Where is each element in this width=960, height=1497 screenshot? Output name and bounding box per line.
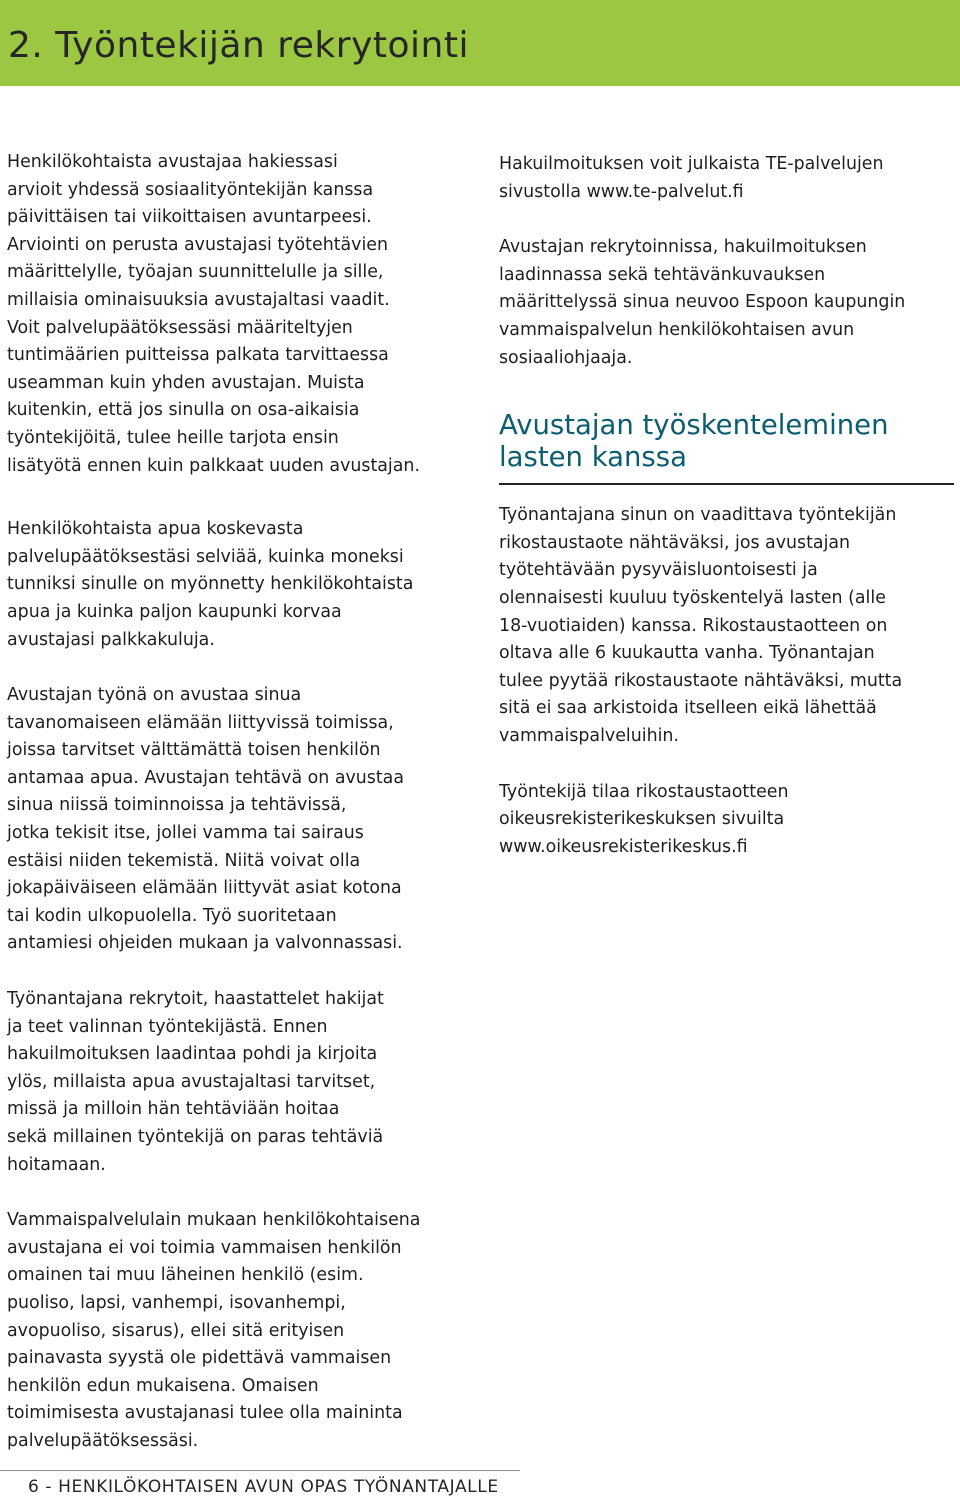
- heading-divider: [499, 483, 954, 485]
- left-paragraph-2: Henkilökohtaista apua koskevasta palvelupäätöksestäsi selviää, kuinka moneksi tunniksi sinulle on myönnetty henkilökohtaista apua ja kuinka paljon kaupunki korvaa avustajasi palkkakuluja.: [7, 519, 414, 650]
- page-title: 2. Työntekijän rekrytointi: [8, 25, 469, 66]
- right-column: [499, 151, 954, 861]
- left-column: [7, 149, 477, 1456]
- right-paragraph-2: Avustajan rekrytoinnissa, hakuilmoituksen laadinnassa sekä tehtävänkuvauksen määrittelyssä sinua neuvoo Espoon kaupungin vammaispalvelun henkilökohtaisen avun sosiaaliohjaaja.: [499, 237, 906, 368]
- left-paragraph-5: Vammaispalvelulain mukaan henkilökohtaisena avustajana ei voi toimia vammaisen henkilön omainen tai muu läheinen henkilö (esim. puoliso, lapsi, vanhempi, isovanhempi, avopuoliso, sisarus), ellei sitä erityisen painavasta syystä ole pidettävä vammaisen henkilön edun mukaisena. Omaisen toimimisesta avustajanasi tulee olla maininta palvelupäätöksessäsi.: [7, 1210, 421, 1451]
- section-heading: Avustajan työskenteleminen lasten kanssa: [499, 409, 889, 474]
- page-footer: 6 - HENKILÖKOHTAISEN AVUN OPAS TYÖNANTAJALLE: [28, 1477, 499, 1497]
- left-paragraph-4: Työnantajana rekrytoit, haastattelet hakijat ja teet valinnan työntekijästä. Ennen hakuilmoituksen laadintaa pohdi ja kirjoita ylös, millaista apua avustajaltasi tarvitset, missä ja milloin hän tehtäviään hoitaa sekä millainen työntekijä on paras tehtäviä hoitamaan.: [7, 989, 384, 1175]
- left-paragraph-3: Avustajan työnä on avustaa sinua tavanomaiseen elämään liittyvissä toimissa, joissa tarvitset välttämättä toisen henkilön antamaa apua. Avustajan tehtävä on avustaa sinua niissä toiminnoissa ja tehtävissä, jotka tekisit itse, jollei vamma tai sairaus estäisi niiden tekemistä. Niitä voivat olla jokapäiväiseen elämään liittyvät asiat kotona tai kodin ulkopuolella. Työ suoritetaan antamiesi ohjeiden mukaan ja valvonnassasi.: [7, 685, 404, 954]
- right-paragraph-1: Hakuilmoituksen voit julkaista TE-palvelujen sivustolla www.te-palvelut.fi: [499, 154, 884, 202]
- footer-divider: [0, 1470, 520, 1471]
- left-paragraph-1: Henkilökohtaista avustajaa hakiessasi arvioit yhdessä sosiaalityöntekijän kanssa päivittäisen tai viikoittaisen avuntarpeesi. Arviointi on perusta avustajasi työtehtävien määrittelylle, työajan suunnittelulle ja sille, millaisia ominaisuuksia avustajaltasi vaadit. Voit palvelupäätöksessäsi määriteltyjen tuntimäärien puitteissa palkata tarvittaessa useamman kuin yhden avustajan. Muista kuitenkin, että jos sinulla on osa-aikaisia työntekijöitä, tulee heille tarjota ensin lisätyötä ennen kuin palkkaat uuden avustajan.: [7, 152, 420, 476]
- right-paragraph-3: Työnantajana sinun on vaadittava työntekijän rikostaustaote nähtäväksi, jos avustajan työtehtävään pysyväisluontoisesti ja olennaisesti kuuluu työskentelyä lasten (alle 18-vuotiaiden) kanssa. Rikostaustaotteen on oltava alle 6 kuukautta vanha. Työnantajan tulee pyytää rikostaustaote nähtäväksi, mutta sitä ei saa arkistoida itselleen eikä lähettää vammaispalveluihin.: [499, 505, 903, 746]
- right-paragraph-4: Työntekijä tilaa rikostaustaotteen oikeusrekisterikeskuksen sivuilta www.oikeusrekisterikeskus.fi: [499, 781, 789, 857]
- title-bar: [0, 0, 960, 86]
